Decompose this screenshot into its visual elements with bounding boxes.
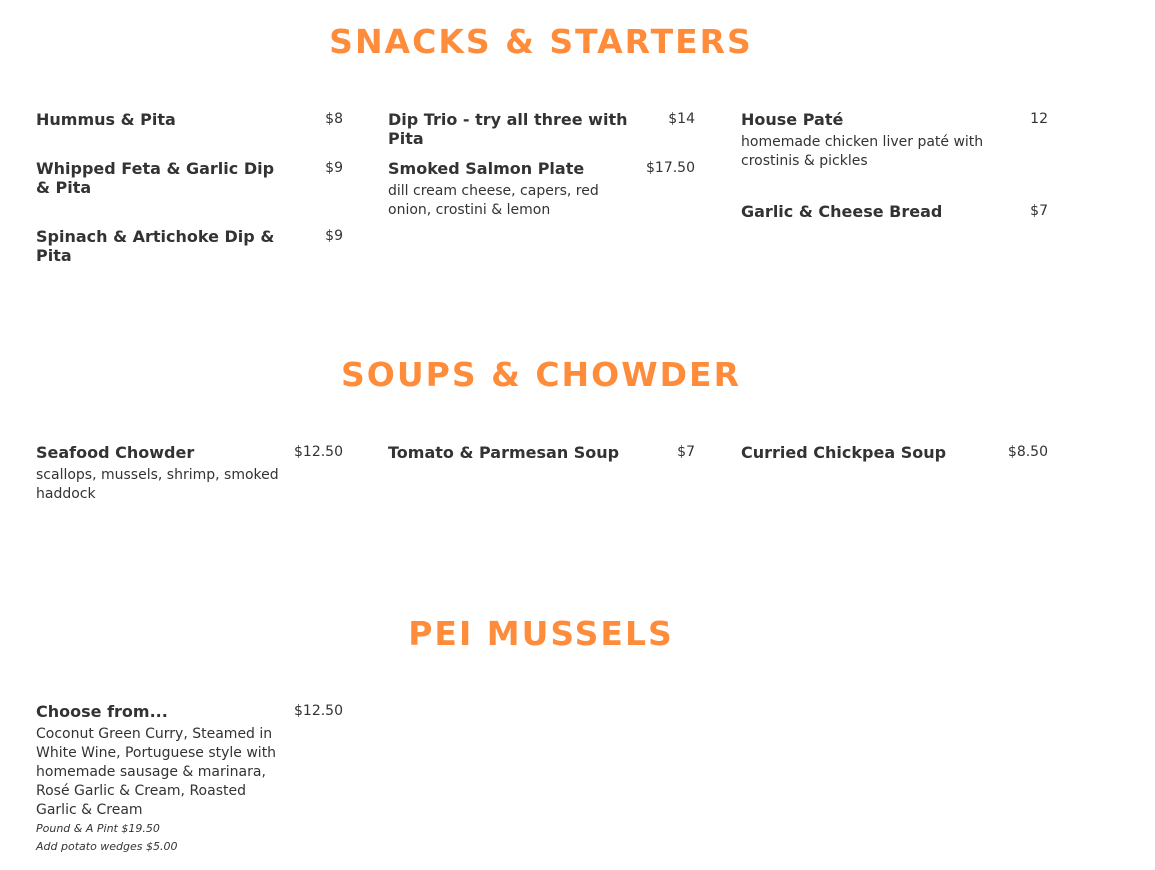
item-price: $17.50	[646, 160, 695, 176]
item-price: 12	[1030, 111, 1048, 127]
item-name: Dip Trio - try all three with Pita	[388, 110, 628, 148]
item-name: Garlic & Cheese Bread	[741, 202, 943, 221]
item-name: Hummus & Pita	[36, 110, 176, 129]
item-name: Curried Chickpea Soup	[741, 443, 947, 462]
item-name: Seafood Chowder	[36, 443, 195, 462]
item-name: Smoked Salmon Plate	[388, 159, 585, 178]
item-price: $9	[325, 160, 343, 176]
menu-item-house-pate	[741, 110, 1048, 171]
menu-item-spinach-artichoke	[36, 227, 343, 265]
section-title-snacks: SNACKS & STARTERS	[329, 22, 753, 61]
menu-item-mussels	[36, 702, 343, 856]
item-description: homemade chicken liver paté with crostinis & pickles	[741, 134, 984, 169]
section-title-soups: SOUPS & CHOWDER	[341, 355, 741, 394]
item-price: $8	[325, 111, 343, 127]
item-note-pound-pint: Pound & A Pint $19.50	[36, 822, 160, 835]
item-price: $12.50	[294, 444, 343, 460]
menu-item-whipped-feta	[36, 159, 343, 197]
item-description: scallops, mussels, shrimp, smoked haddock	[36, 467, 279, 502]
item-price: $14	[668, 111, 695, 127]
menu-item-garlic-cheese-bread	[741, 202, 1048, 221]
menu-item-dip-trio	[388, 110, 695, 148]
item-price: $7	[1030, 203, 1048, 219]
item-description: Coconut Green Curry, Steamed in White Wine, Portuguese style with homemade sausage & marinara, Rosé Garlic & Cream, Roasted Garlic & Cream	[36, 726, 277, 818]
item-name: Tomato & Parmesan Soup	[388, 443, 620, 462]
item-price: $9	[325, 228, 343, 244]
menu-item-tomato-parmesan	[388, 443, 695, 462]
item-note-potato-wedges: Add potato wedges $5.00	[36, 840, 178, 853]
item-price: $8.50	[1007, 444, 1048, 460]
item-name: House Paté	[741, 110, 844, 129]
menu-item-smoked-salmon	[388, 159, 695, 220]
item-name: Whipped Feta & Garlic Dip & Pita	[36, 159, 275, 197]
item-price: $12.50	[294, 703, 343, 719]
menu-item-hummus	[36, 110, 343, 129]
item-name: Spinach & Artichoke Dip & Pita	[36, 227, 275, 265]
menu-item-curried-chickpea	[741, 443, 1048, 462]
item-description: dill cream cheese, capers, red onion, crostini & lemon	[388, 183, 599, 218]
menu-item-seafood-chowder	[36, 443, 343, 504]
item-price: $7	[677, 444, 695, 460]
section-title-mussels: PEI MUSSELS	[408, 614, 674, 653]
item-name: Choose from...	[36, 702, 168, 721]
